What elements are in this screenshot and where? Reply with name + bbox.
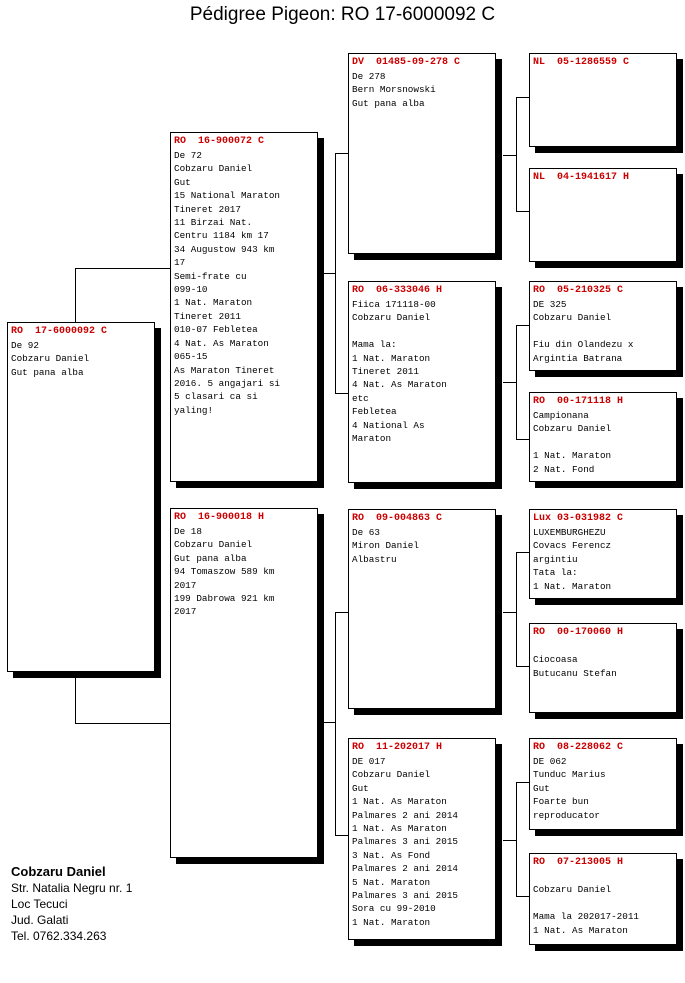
owner-address-line: Jud. Galati bbox=[11, 913, 69, 927]
connector-line bbox=[516, 211, 530, 212]
dam-dam-card[interactable] bbox=[348, 738, 496, 940]
ring-number: RO 00-171118 H bbox=[533, 396, 624, 407]
connector-line bbox=[335, 612, 349, 613]
pigeon-info-line bbox=[533, 640, 674, 653]
pigeon-info-line: Campionana bbox=[533, 410, 589, 421]
connector-line bbox=[323, 273, 336, 274]
ring-number: NL 04-1941617 H bbox=[533, 172, 630, 183]
pigeon-info-line: Gut pana alba bbox=[174, 552, 247, 564]
connector-line bbox=[516, 896, 530, 897]
ancestor-card[interactable] bbox=[529, 53, 677, 147]
ring-number: RO 16-900018 H bbox=[174, 512, 265, 523]
ring-number: Lux 03-031982 C bbox=[533, 513, 624, 524]
ring-number: RO 09-004863 C bbox=[352, 513, 443, 524]
pigeon-info-line: 4 National As bbox=[352, 419, 425, 431]
ring-number: DV 01485-09-278 C bbox=[352, 57, 461, 68]
pigeon-info-line: De 18 bbox=[174, 526, 202, 537]
pigeon-info-line: Palmares 3 ani 2015 bbox=[352, 890, 459, 902]
pigeon-info-line bbox=[533, 436, 674, 449]
pigeon-info-line: Fiu din Olandezu x bbox=[533, 339, 634, 351]
page-title: Pédigree Pigeon: RO 17-6000092 C bbox=[189, 4, 496, 25]
pigeon-info-line: 2017 bbox=[174, 606, 197, 618]
ring-number: RO 17-6000092 C bbox=[11, 326, 108, 337]
ring-number: RO 06-333046 H bbox=[352, 285, 443, 296]
sire-dam-card[interactable] bbox=[348, 281, 496, 483]
connector-line bbox=[335, 153, 349, 154]
pigeon-info-line: Fiica 171118-00 bbox=[352, 299, 436, 310]
connector-line bbox=[516, 552, 517, 667]
pigeon-info-line: DE 062 bbox=[533, 756, 567, 767]
pigeon-info-line: 34 Augustow 943 km bbox=[174, 243, 275, 255]
pigeon-info-line: Cobzaru Daniel bbox=[352, 312, 431, 324]
pigeon-info-line: 065-15 bbox=[174, 351, 208, 363]
owner-name: Cobzaru Daniel bbox=[11, 864, 106, 879]
ring-number: RO 07-213005 H bbox=[533, 857, 624, 868]
pigeon-info-line: 4 Nat. As Maraton bbox=[352, 379, 447, 391]
pigeon-info-line: Foarte bun bbox=[533, 796, 589, 808]
pigeon-info-line: 11 Birzai Nat. bbox=[174, 217, 253, 229]
connector-line bbox=[516, 666, 530, 667]
ancestor-card[interactable] bbox=[529, 738, 677, 830]
pigeon-info-line: Cobzaru Daniel bbox=[174, 163, 253, 175]
pigeon-info-line: 2 Nat. Fond bbox=[533, 463, 595, 475]
ring-number: RO 16-900072 C bbox=[174, 136, 265, 147]
connector-line bbox=[516, 97, 530, 98]
pigeon-info-line: DE 325 bbox=[533, 299, 567, 310]
sire-sire-card[interactable] bbox=[348, 53, 496, 254]
ring-number: RO 00-170060 H bbox=[533, 627, 624, 638]
pigeon-info-line: Gut pana alba bbox=[11, 366, 84, 378]
pigeon-info-line: Cobzaru Daniel bbox=[11, 353, 90, 365]
pigeon-info-line: Palmares 2 ani 2014 bbox=[352, 809, 459, 821]
connector-line bbox=[516, 782, 530, 783]
ancestor-card[interactable] bbox=[529, 623, 677, 713]
pigeon-info-line: Argintia Batrana bbox=[533, 352, 623, 364]
pigeon-info-line: Semi-frate cu bbox=[174, 270, 247, 282]
pigeon-info-line: Cobzaru Daniel bbox=[533, 884, 612, 896]
pigeon-info-line: etc bbox=[352, 392, 369, 404]
pigeon-info-line: Palmares 3 ani 2015 bbox=[352, 836, 459, 848]
pigeon-info-line: 5 Nat. Maraton bbox=[352, 876, 431, 888]
pigeon-info-line: Tata la: bbox=[533, 567, 578, 579]
owner-info bbox=[11, 864, 132, 944]
pigeon-info-line: De 63 bbox=[352, 527, 380, 538]
connector-line bbox=[503, 840, 517, 841]
pigeon-info-line: 5 clasari ca si bbox=[174, 391, 258, 403]
pigeon-info-line: 2017 bbox=[174, 579, 197, 591]
connector-line bbox=[335, 612, 336, 836]
ancestor-card[interactable] bbox=[529, 168, 677, 262]
pigeon-info-line: De 92 bbox=[11, 340, 39, 351]
pigeon-info-line: 1 Nat. Maraton bbox=[352, 916, 431, 928]
connector-line bbox=[75, 672, 76, 724]
pigeon-info-line: Mama la 202017-2011 bbox=[533, 911, 640, 923]
pigeon-info-line: Tineret 2011 bbox=[174, 310, 241, 322]
connector-line bbox=[516, 325, 530, 326]
ring-number: RO 05-210325 C bbox=[533, 285, 624, 296]
pigeon-info-line: 1 Nat. Maraton bbox=[352, 352, 431, 364]
pigeon-info-line: Gut pana alba bbox=[352, 97, 425, 109]
pigeon-info-line: Tunduc Marius bbox=[533, 769, 606, 781]
pigeon-info-line: Gut bbox=[352, 782, 369, 794]
owner-address-line: Loc Tecuci bbox=[11, 897, 68, 911]
pigeon-info-line: Tineret 2017 bbox=[174, 203, 241, 215]
pigeon-info-line: Cobzaru Daniel bbox=[533, 423, 612, 435]
pigeon-info-line bbox=[533, 897, 674, 910]
pigeon-info-line: yaling! bbox=[174, 404, 214, 416]
pigeon-info-line: 15 National Maraton bbox=[174, 190, 281, 202]
dam-card[interactable] bbox=[170, 508, 318, 858]
sire-card[interactable] bbox=[170, 132, 318, 482]
dam-sire-card[interactable] bbox=[348, 509, 496, 709]
connector-line bbox=[503, 155, 517, 156]
pigeon-info-line: argintiu bbox=[533, 553, 578, 565]
ancestor-card[interactable] bbox=[529, 392, 677, 482]
pigeon-info-line: 1 Nat. Maraton bbox=[174, 297, 253, 309]
pigeon-info-line: 1 Nat. Maraton bbox=[533, 450, 612, 462]
owner-address-line: Str. Natalia Negru nr. 1 bbox=[11, 881, 133, 895]
pigeon-info-line: Bern Morsnowski bbox=[352, 84, 436, 96]
pigeon-info-line: Albastru bbox=[352, 553, 397, 565]
pigeon-info-line: 2016. 5 angajari si bbox=[174, 377, 281, 389]
pigeon-info-line: Febletea bbox=[352, 406, 397, 418]
pigeon-info-line: 1 Nat. As Maraton bbox=[533, 924, 628, 936]
pigeon-info-line: 1 Nat. As Maraton bbox=[352, 823, 447, 835]
pigeon-info-line: Butucanu Stefan bbox=[533, 667, 617, 679]
connector-line bbox=[335, 393, 349, 394]
connector-line bbox=[516, 552, 530, 553]
pigeon-info-line: Palmares 2 ani 2014 bbox=[352, 863, 459, 875]
connector-line bbox=[323, 722, 336, 723]
pigeon-info-line: Sora cu 99-2010 bbox=[352, 903, 436, 915]
pigeon-info-line: 3 Nat. As Fond bbox=[352, 849, 431, 861]
pigeon-info-line bbox=[533, 870, 674, 883]
pigeon-info-line: 099-10 bbox=[174, 284, 208, 296]
ring-number: RO 11-202017 H bbox=[352, 742, 443, 753]
connector-line bbox=[75, 268, 172, 269]
pigeon-info-line bbox=[352, 325, 493, 338]
pigeon-info-line: LUXEMBURGHEZU bbox=[533, 527, 606, 538]
pigeon-info-line: De 72 bbox=[174, 150, 202, 161]
subject-pigeon-card[interactable] bbox=[7, 322, 155, 672]
ancestor-card[interactable] bbox=[529, 509, 677, 599]
pigeon-info-line: DE 017 bbox=[352, 756, 386, 767]
pigeon-info-line: 1 Nat. As Maraton bbox=[352, 796, 447, 808]
pigeon-info-line: 94 Tomaszow 589 km bbox=[174, 566, 275, 578]
pigeon-info-line: Maraton bbox=[352, 433, 392, 445]
connector-line bbox=[335, 835, 349, 836]
pigeon-info-line: reproducator bbox=[533, 809, 600, 821]
owner-phone: Tel. 0762.334.263 bbox=[11, 929, 107, 943]
pigeon-info-line: De 278 bbox=[352, 71, 386, 82]
connector-line bbox=[75, 268, 76, 322]
pigeon-info-line: Gut bbox=[174, 176, 191, 188]
pigeon-info-line: 4 Nat. As Maraton bbox=[174, 337, 269, 349]
connector-line bbox=[503, 612, 517, 613]
ring-number: RO 08-228062 C bbox=[533, 742, 624, 753]
pigeon-info-line: Miron Daniel bbox=[352, 540, 419, 552]
pigeon-info-line: Cobzaru Daniel bbox=[174, 539, 253, 551]
pigeon-info-line: 17 bbox=[174, 257, 186, 269]
ring-number: NL 05-1286559 C bbox=[533, 57, 630, 68]
pigeon-info-line: 010-07 Febletea bbox=[174, 324, 258, 336]
pigeon-info-line: Mama la: bbox=[352, 339, 397, 351]
pigeon-info-line: 1 Nat. Maraton bbox=[533, 580, 612, 592]
connector-line bbox=[75, 723, 172, 724]
pigeon-info-line: Cobzaru Daniel bbox=[352, 769, 431, 781]
pigeon-info-line: Centru 1184 km 17 bbox=[174, 230, 269, 242]
pigeon-info-line: Ciocoasa bbox=[533, 654, 578, 666]
pigeon-info-line: Covacs Ferencz bbox=[533, 540, 612, 552]
connector-line bbox=[503, 382, 517, 383]
connector-line bbox=[516, 439, 530, 440]
pigeon-info-line: Gut bbox=[533, 782, 550, 794]
ancestor-card[interactable] bbox=[529, 281, 677, 371]
pigeon-info-line: As Maraton Tineret bbox=[174, 364, 275, 376]
ancestor-card[interactable] bbox=[529, 853, 677, 945]
pigeon-info-line bbox=[533, 325, 674, 338]
pigeon-info-line: Tineret 2011 bbox=[352, 366, 419, 378]
pigeon-info-line: Cobzaru Daniel bbox=[533, 312, 612, 324]
pigeon-info-line: 199 Dabrowa 921 km bbox=[174, 593, 275, 605]
